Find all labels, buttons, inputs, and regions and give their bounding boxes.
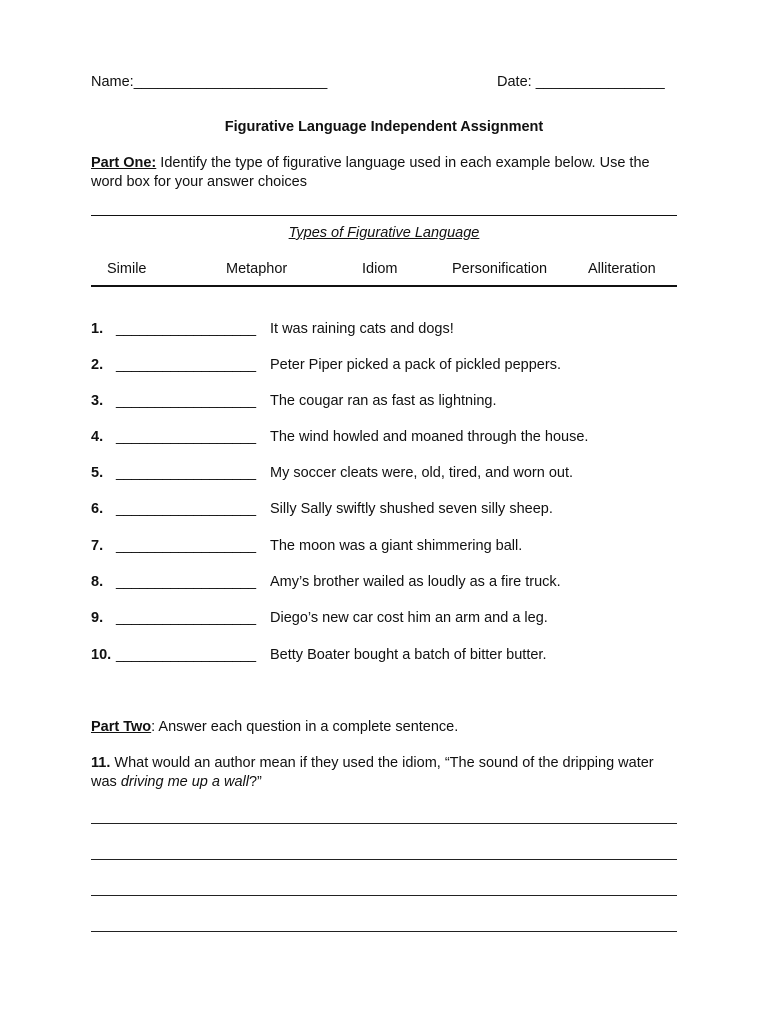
word-personification: Personification bbox=[452, 261, 548, 277]
item-sentence: Betty Boater bought a batch of bitter butter. bbox=[270, 647, 547, 663]
item-sentence: It was raining cats and dogs! bbox=[270, 321, 454, 337]
part-two-label: Part Two bbox=[91, 719, 152, 735]
item-number: 10. bbox=[91, 647, 112, 663]
word-box-title: Types of Figurative Language bbox=[288, 225, 480, 241]
list-item bbox=[91, 537, 677, 555]
answer-blank[interactable]: __________________ bbox=[116, 321, 256, 337]
item-number: 4. bbox=[91, 429, 104, 445]
name-label: Name: bbox=[91, 74, 134, 90]
part-two-text: : Answer each question in a complete sentence. bbox=[151, 719, 459, 735]
part-one-text: Identify the type of figurative language used in each example below. Use the word box for your answer choices bbox=[91, 155, 650, 190]
list-item bbox=[91, 573, 677, 591]
word-simile: Simile bbox=[107, 261, 147, 277]
word-idiom: Idiom bbox=[362, 261, 398, 277]
item-number: 8. bbox=[91, 574, 104, 590]
list-item bbox=[91, 646, 677, 664]
answer-line[interactable] bbox=[91, 931, 677, 932]
item-number: 1. bbox=[91, 321, 104, 337]
item-sentence: Silly Sally swiftly shushed seven silly sheep. bbox=[270, 501, 553, 517]
answer-blank[interactable]: __________________ bbox=[116, 538, 256, 554]
answer-blank[interactable]: __________________ bbox=[116, 501, 256, 517]
answer-line[interactable] bbox=[91, 823, 677, 824]
item-number: 6. bbox=[91, 501, 104, 517]
item-number: 7. bbox=[91, 538, 104, 554]
question-text: What would an author mean if they used the idiom, “The sound of the dripping water was bbox=[91, 755, 654, 790]
word-alliteration: Alliteration bbox=[588, 261, 656, 277]
answer-blank[interactable]: __________________ bbox=[116, 610, 256, 626]
answer-blank[interactable]: __________________ bbox=[116, 647, 256, 663]
item-number: 2. bbox=[91, 357, 104, 373]
item-sentence: My soccer cleats were, old, tired, and worn out. bbox=[270, 465, 574, 481]
item-sentence: Amy’s brother wailed as loudly as a fire truck. bbox=[270, 574, 561, 590]
word-box-bottom-rule bbox=[91, 285, 677, 287]
word-metaphor: Metaphor bbox=[226, 261, 288, 277]
answer-blank[interactable]: __________________ bbox=[116, 429, 256, 445]
list-item bbox=[91, 392, 677, 410]
item-sentence: The moon was a giant shimmering ball. bbox=[270, 538, 523, 554]
question-italic-phrase: driving me up a wall bbox=[120, 774, 249, 790]
answer-blank[interactable]: __________________ bbox=[116, 465, 256, 481]
list-item bbox=[91, 609, 677, 627]
page-title: Figurative Language Independent Assignment bbox=[224, 119, 544, 135]
name-blank: ________________________ bbox=[133, 74, 328, 90]
item-number: 5. bbox=[91, 465, 104, 481]
question-11 bbox=[91, 754, 681, 792]
list-item bbox=[91, 320, 677, 338]
answer-blank[interactable]: __________________ bbox=[116, 393, 256, 409]
item-sentence: The cougar ran as fast as lightning. bbox=[270, 393, 497, 409]
answer-blank[interactable]: __________________ bbox=[116, 357, 256, 373]
part-two-instructions bbox=[91, 718, 677, 736]
list-item bbox=[91, 500, 677, 518]
item-sentence: Diego’s new car cost him an arm and a leg. bbox=[270, 610, 548, 626]
name-field[interactable] bbox=[91, 73, 327, 91]
list-item bbox=[91, 464, 677, 482]
question-text-end: ?” bbox=[248, 774, 262, 790]
item-sentence: Peter Piper picked a pack of pickled peppers. bbox=[270, 357, 561, 373]
item-number: 9. bbox=[91, 610, 104, 626]
date-field[interactable] bbox=[497, 73, 665, 91]
list-item bbox=[91, 356, 677, 374]
answer-line[interactable] bbox=[91, 895, 677, 896]
list-item bbox=[91, 428, 677, 446]
part-one-instructions bbox=[91, 154, 677, 192]
item-number: 3. bbox=[91, 393, 104, 409]
answer-line[interactable] bbox=[91, 859, 677, 860]
answer-blank[interactable]: __________________ bbox=[116, 574, 256, 590]
word-box-words bbox=[91, 260, 677, 278]
word-box-top-rule bbox=[91, 215, 677, 216]
date-label: Date: bbox=[497, 74, 532, 90]
header bbox=[91, 73, 677, 91]
date-blank: ________________ bbox=[535, 74, 665, 90]
item-sentence: The wind howled and moaned through the house. bbox=[270, 429, 589, 445]
part-one-label: Part One: bbox=[91, 155, 157, 171]
question-number: 11. bbox=[91, 755, 111, 771]
